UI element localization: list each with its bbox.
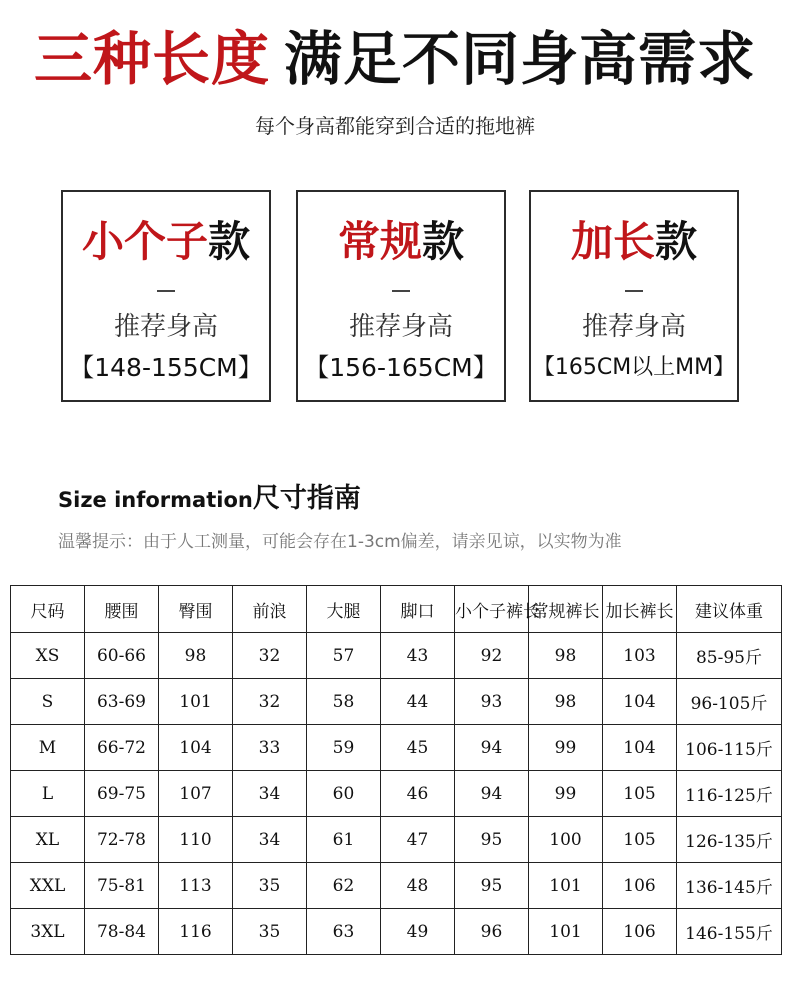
table-cell: 48 bbox=[381, 863, 455, 909]
table-cell: 75-81 bbox=[85, 863, 159, 909]
table-header-cell: 尺码 bbox=[11, 586, 85, 633]
table-cell: 106-115斤 bbox=[677, 725, 782, 771]
table-cell: 46 bbox=[381, 771, 455, 817]
table-cell: 34 bbox=[233, 771, 307, 817]
page-headline bbox=[0, 22, 790, 96]
table-cell: 99 bbox=[529, 771, 603, 817]
table-row bbox=[11, 725, 782, 771]
table-cell: 104 bbox=[603, 725, 677, 771]
table-cell: 116 bbox=[159, 909, 233, 955]
size-table bbox=[10, 585, 782, 955]
table-cell: 32 bbox=[233, 679, 307, 725]
table-cell: S bbox=[11, 679, 85, 725]
table-cell: 136-145斤 bbox=[677, 863, 782, 909]
table-cell: 96-105斤 bbox=[677, 679, 782, 725]
table-cell: 92 bbox=[455, 633, 529, 679]
table-cell: 113 bbox=[159, 863, 233, 909]
table-cell: 34 bbox=[233, 817, 307, 863]
card-name bbox=[531, 216, 737, 268]
table-cell: 45 bbox=[381, 725, 455, 771]
table-cell: 98 bbox=[529, 679, 603, 725]
table-cell: 72-78 bbox=[85, 817, 159, 863]
table-header-cell: 小个子裤长 bbox=[455, 586, 529, 633]
card-regular bbox=[296, 190, 506, 402]
card-name-black: 款 bbox=[655, 217, 698, 266]
table-cell: 66-72 bbox=[85, 725, 159, 771]
table-cell: 98 bbox=[159, 633, 233, 679]
table-cell: 63 bbox=[307, 909, 381, 955]
table-header-cell: 建议体重 bbox=[677, 586, 782, 633]
table-cell: XL bbox=[11, 817, 85, 863]
card-recommend-label: 推荐身高 bbox=[348, 312, 453, 342]
table-cell: 96 bbox=[455, 909, 529, 955]
table-cell: 101 bbox=[529, 863, 603, 909]
table-cell: 146-155斤 bbox=[677, 909, 782, 955]
table-header-cell: 常规裤长 bbox=[529, 586, 603, 633]
table-cell: 94 bbox=[455, 725, 529, 771]
table-row bbox=[11, 679, 782, 725]
table-cell: 60 bbox=[307, 771, 381, 817]
table-row bbox=[11, 771, 782, 817]
table-cell: 49 bbox=[381, 909, 455, 955]
size-title-english: Size information bbox=[58, 488, 253, 512]
table-cell: 33 bbox=[233, 725, 307, 771]
table-cell: 60-66 bbox=[85, 633, 159, 679]
card-name bbox=[63, 216, 269, 268]
table-cell: 44 bbox=[381, 679, 455, 725]
card-height-range: 【148-155CM】 bbox=[69, 353, 263, 382]
size-title-chinese: 尺寸指南 bbox=[252, 483, 361, 514]
table-cell: 32 bbox=[233, 633, 307, 679]
table-cell: 78-84 bbox=[85, 909, 159, 955]
table-cell: 61 bbox=[307, 817, 381, 863]
card-recommend-label: 推荐身高 bbox=[113, 312, 218, 342]
table-cell: 103 bbox=[603, 633, 677, 679]
table-header-cell: 加长裤长 bbox=[603, 586, 677, 633]
headline-red-text: 三种长度 bbox=[33, 25, 270, 93]
table-cell: 63-69 bbox=[85, 679, 159, 725]
table-cell: 35 bbox=[233, 909, 307, 955]
table-cell: 57 bbox=[307, 633, 381, 679]
table-cell: 110 bbox=[159, 817, 233, 863]
card-height-range: 【156-165CM】 bbox=[304, 353, 498, 382]
table-cell: 94 bbox=[455, 771, 529, 817]
table-cell: 98 bbox=[529, 633, 603, 679]
table-row bbox=[11, 633, 782, 679]
table-header-cell: 臀围 bbox=[159, 586, 233, 633]
table-cell: 59 bbox=[307, 725, 381, 771]
size-section-title bbox=[58, 482, 361, 519]
table-cell: 116-125斤 bbox=[677, 771, 782, 817]
table-cell: 106 bbox=[603, 863, 677, 909]
table-cell: 95 bbox=[455, 817, 529, 863]
table-cell: 62 bbox=[307, 863, 381, 909]
table-cell: 126-135斤 bbox=[677, 817, 782, 863]
table-header-cell: 大腿 bbox=[307, 586, 381, 633]
table-cell: 43 bbox=[381, 633, 455, 679]
card-height-range: 【165CM以上MM】 bbox=[532, 355, 736, 380]
card-name-red: 常规 bbox=[337, 217, 422, 266]
card-long bbox=[529, 190, 739, 402]
table-row bbox=[11, 817, 782, 863]
table-header-cell: 脚口 bbox=[381, 586, 455, 633]
table-cell: 105 bbox=[603, 771, 677, 817]
card-petite bbox=[61, 190, 271, 402]
table-header-cell: 前浪 bbox=[233, 586, 307, 633]
table-cell: XS bbox=[11, 633, 85, 679]
card-name-black: 款 bbox=[422, 217, 465, 266]
table-cell: 95 bbox=[455, 863, 529, 909]
table-header-cell: 腰围 bbox=[85, 586, 159, 633]
headline-black-text: 满足不同身高需求 bbox=[284, 25, 757, 93]
table-cell: 85-95斤 bbox=[677, 633, 782, 679]
table-cell: 93 bbox=[455, 679, 529, 725]
table-header-row bbox=[11, 586, 782, 633]
card-recommend-label: 推荐身高 bbox=[581, 312, 686, 342]
card-name-black: 款 bbox=[208, 217, 251, 266]
table-cell: 3XL bbox=[11, 909, 85, 955]
card-name bbox=[298, 216, 504, 268]
table-cell: 99 bbox=[529, 725, 603, 771]
card-divider bbox=[392, 290, 410, 292]
table-cell: M bbox=[11, 725, 85, 771]
page-subtitle: 每个身高都能穿到合适的拖地裤 bbox=[255, 114, 535, 138]
card-name-red: 小个子 bbox=[81, 217, 208, 266]
table-cell: 69-75 bbox=[85, 771, 159, 817]
table-cell: 35 bbox=[233, 863, 307, 909]
table-cell: L bbox=[11, 771, 85, 817]
measurement-tip: 温馨提示：由于人工测量，可能会存在1-3cm偏差，请亲见谅，以实物为准 bbox=[58, 532, 622, 552]
table-cell: 104 bbox=[159, 725, 233, 771]
table-row bbox=[11, 863, 782, 909]
card-divider bbox=[157, 290, 175, 292]
table-cell: 104 bbox=[603, 679, 677, 725]
table-cell: 105 bbox=[603, 817, 677, 863]
table-cell: 47 bbox=[381, 817, 455, 863]
table-cell: 100 bbox=[529, 817, 603, 863]
table-cell: 101 bbox=[529, 909, 603, 955]
table-cell: 106 bbox=[603, 909, 677, 955]
table-cell: 101 bbox=[159, 679, 233, 725]
card-name-red: 加长 bbox=[570, 217, 655, 266]
table-cell: 107 bbox=[159, 771, 233, 817]
card-divider bbox=[625, 290, 643, 292]
table-cell: 58 bbox=[307, 679, 381, 725]
table-row bbox=[11, 909, 782, 955]
table-cell: XXL bbox=[11, 863, 85, 909]
